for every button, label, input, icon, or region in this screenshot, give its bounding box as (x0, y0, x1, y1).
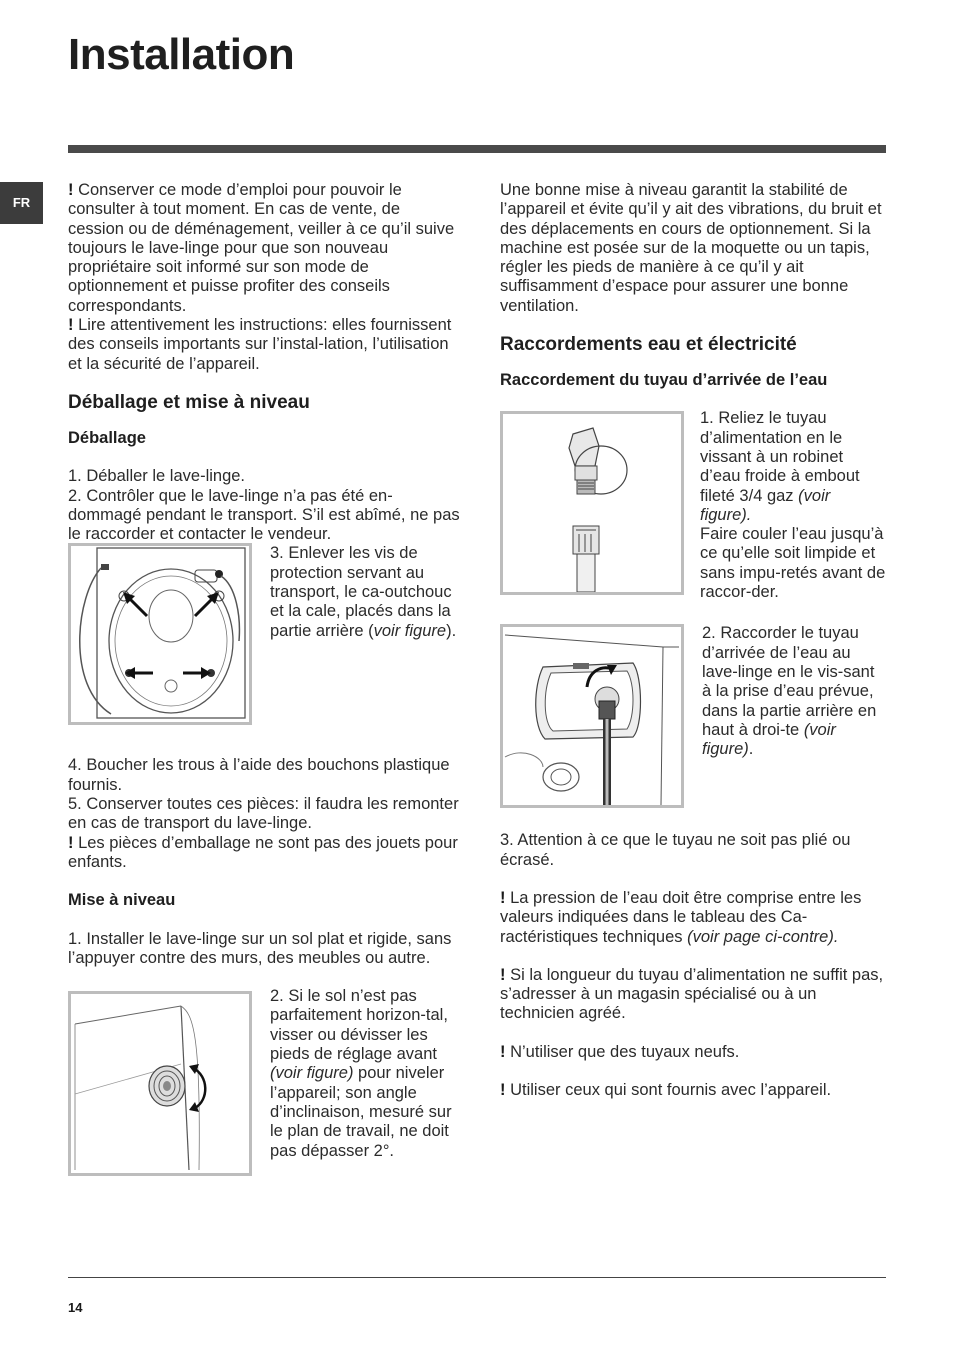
left-column (68, 181, 460, 1176)
hose-step-2: 2. Raccorder le tuyau d’arrivée de l’eau au lave-linge en le vis-sant à la prise d’eau prévue, dans la partie arrière en haut à droi-te (voir figure). (702, 624, 877, 759)
page-title: Installation (68, 30, 295, 79)
unpack-step-2: 2. Contrôler que le lave-linge n’a pas été en-dommagé pendant le transport. S’il est abîmé, ne pas le raccorder et contacter le vendeur. (68, 486, 460, 544)
warning-mark: ! (500, 1042, 506, 1061)
right-column (500, 181, 886, 1100)
page-number: 14 (68, 1300, 83, 1315)
unpack-step-1: 1. Déballer le lave-linge. (68, 467, 246, 486)
intro-paragraph-1: ! Conserver ce mode d’emploi pour pouvoir le consulter à tout moment. En cas de vente, de cession ou de déménagement, veiller à ce qu’il suive toujours le lave-linge pour que son nouveau propriétaire soit informé sur son mode de optionnement et puisse profiter des conseils correspondants. (68, 181, 455, 315)
section-heading-unpacking-leveling: Déballage et mise à niveau (68, 391, 310, 413)
section-heading-water-electricity: Raccordements eau et électricité (500, 334, 797, 356)
leveling-foot-illustration (71, 994, 249, 1173)
subheading-water-hose: Raccordement du tuyau d’arrivée de l’eau (500, 371, 828, 390)
unpack-step-4: 4. Boucher les trous à l’aide des bouchons plastique fournis. (68, 756, 450, 794)
tap-figure (500, 411, 684, 595)
hose-step-1: 1. Reliez le tuyau d’alimentation en le vissant à un robinet d’eau froide à embout fileté 3/4 gaz (voir figure). Faire couler l’eau jusqu’à ce qu’elle soit limpide et sans impu-retés avant de raccor-der. (700, 409, 886, 602)
tap-connector-illustration (503, 414, 681, 592)
level-step-2: 2. Si le sol n’est pas parfaitement horizon-tal, visser ou dévisser les pieds de réglage avant (voir figure) pour niveler l’appareil; son angle d’inclinaison, mesuré sur le plan de travail, ne doit pas dépasser 2°. (270, 987, 452, 1160)
intro-paragraph-2: ! Lire attentivement les instructions: elles fournissent des conseils importants sur l’instal-lation, l’utilisation et la sécurité de l’appareil. (68, 316, 452, 373)
hose-figure-row-2 (500, 624, 886, 808)
hose-figure-row-1 (500, 409, 886, 602)
warning-supplied-hoses: ! Utiliser ceux qui sont fournis avec l’appareil. (500, 1081, 832, 1100)
language-tab: FR (0, 182, 43, 224)
washer-rear-figure (68, 543, 252, 725)
unpack-step-3: 3. Enlever les vis de protection servant au transport, le ca-outchouc et la cale, placés dans la partie arrière (voir figure). (270, 544, 457, 640)
level-step-1: 1. Installer le lave-linge sur un sol plat et rigide, sans l’appuyer contre des murs, des meubles ou autre. (68, 929, 452, 967)
washer-rear-illustration (71, 546, 249, 722)
subheading-leveling: Mise à niveau (68, 891, 176, 910)
unpack-figure-row (68, 544, 460, 725)
inlet-figure (500, 624, 684, 808)
warning-mark: ! (68, 833, 74, 852)
warning-hose-length: ! Si la longueur du tuyau d’alimentation ne suffit pas, s’adresser à un magasin spécialisé ou à un technicien agréé. (500, 965, 884, 1023)
warning-mark: ! (68, 181, 74, 199)
warning-mark: ! (500, 888, 506, 907)
warning-mark: ! (68, 316, 74, 335)
leveling-foot-figure (68, 991, 252, 1176)
warning-mark: ! (500, 1081, 506, 1100)
warning-pressure: ! La pression de l’eau doit être comprise entre les valeurs indiquées dans le tableau des Ca-ractéristiques techniques (voir page ci-contre). (500, 888, 862, 946)
hose-step-3: 3. Attention à ce que le tuyau ne soit pas plié ou écrasé. (500, 831, 851, 869)
title-rule (68, 145, 886, 153)
inlet-connection-illustration (503, 627, 681, 805)
unpack-warning: ! Les pièces d’emballage ne sont pas des jouets pour enfants. (68, 833, 458, 871)
warning-mark: ! (500, 965, 506, 984)
subheading-unpacking: Déballage (68, 428, 146, 447)
level-intro-paragraph: Une bonne mise à niveau garantit la stabilité de l’appareil et évite qu’il y ait des vibrations, du bruit et des déplacements en cours de optionnement. Si la machine est posée sur de la moquette ou un tapis, régler les pieds de manière à ce qu’il y ait suffisamment d’espace pour assurer une bonne ventilation. (500, 181, 882, 315)
level-figure-row (68, 987, 460, 1176)
unpack-step-5: 5. Conserver toutes ces pièces: il faudra les remonter en cas de transport du lave-linge. (68, 795, 459, 833)
warning-new-hoses: ! N’utiliser que des tuyaux neufs. (500, 1042, 740, 1061)
footer-rule (68, 1277, 886, 1278)
